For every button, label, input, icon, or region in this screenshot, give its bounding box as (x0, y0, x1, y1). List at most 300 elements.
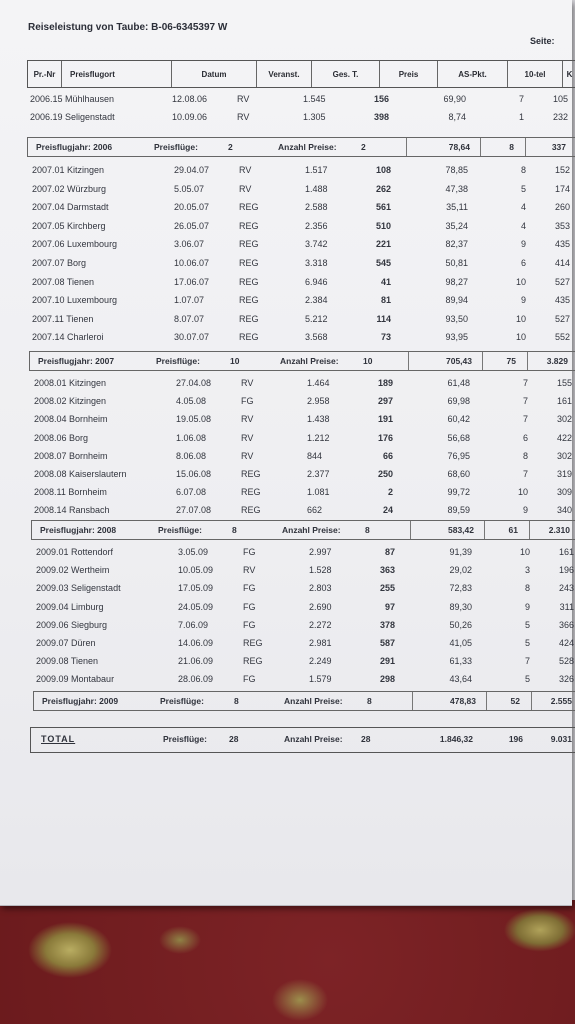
cell-ges: 3.568 (305, 332, 328, 343)
cell-date: 27.07.08 (176, 505, 212, 516)
cell-k: 152 (554, 165, 570, 175)
cell-preis: 221 (375, 239, 391, 250)
summary-divider (486, 692, 487, 710)
cell-ver: FG (243, 583, 256, 594)
cell-ver: REG (239, 202, 259, 213)
total-as-pkt-value: 1.846,32 (439, 734, 473, 744)
summary-preisfluege-label: Preisflüge: (160, 696, 204, 706)
cell-zt: 7 (524, 656, 530, 667)
table-row (4, 378, 572, 396)
column-header-ges-t: Ges. T. (312, 61, 380, 87)
cell-nr: 2007.01 Kitzingen (32, 165, 105, 175)
cell-preis: 250 (377, 469, 393, 479)
cell-nr: 2007.08 Tienen (32, 276, 95, 287)
cell-zt: 7 (522, 414, 528, 425)
cell-k: 155 (556, 378, 572, 388)
cell-as: 8,74 (448, 112, 466, 122)
cell-date: 1.07.07 (174, 295, 205, 306)
cell-nr: 2008.07 Bornheim (34, 450, 108, 461)
column-header-k: K (566, 69, 573, 79)
cell-as: 35,24 (445, 220, 468, 231)
cell-ver: RV (241, 432, 254, 443)
cell-zt: 7 (522, 469, 528, 479)
table-row (2, 165, 570, 183)
table-row (2, 276, 570, 295)
cell-date: 27.04.08 (176, 378, 212, 388)
cell-ver: REG (239, 332, 259, 343)
cell-preis: 73 (380, 332, 391, 343)
cell-ver: RV (243, 565, 256, 576)
cell-preis: 587 (379, 638, 395, 648)
year-summary-row (27, 137, 575, 157)
cell-date: 24.05.09 (178, 601, 214, 612)
cell-nr: 2007.02 Würzburg (32, 183, 107, 194)
cell-preis: 191 (377, 414, 393, 425)
cell-k: 326 (558, 674, 574, 685)
cell-ges: 1.212 (307, 432, 330, 443)
cell-nr: 2008.14 Ransbach (34, 505, 110, 516)
total-label: TOTAL (41, 734, 76, 744)
column-header-preisflugort: Preisflugort (62, 61, 172, 87)
summary-year-label: Preisflugjahr: 2006 (36, 142, 113, 152)
cell-date: 29.04.07 (174, 165, 210, 175)
year-summary-row (33, 691, 575, 711)
cell-ges: 6.946 (305, 276, 328, 287)
cell-ver: REG (239, 295, 259, 306)
cell-as: 99,72 (447, 487, 470, 498)
cell-nr: 2007.06 Luxembourg (32, 239, 118, 250)
cell-nr: 2006.15 Mühlhausen (30, 94, 115, 104)
cell-k: 319 (556, 469, 572, 479)
summary-anzahl-preise-label: Anzahl Preise: (278, 142, 337, 152)
cell-k: 302 (556, 450, 572, 461)
table-row (4, 414, 572, 432)
cell-ver: RV (237, 112, 250, 122)
cell-nr: 2009.06 Siegburg (36, 619, 108, 630)
cell-ges: 5.212 (305, 313, 328, 324)
summary-divider (525, 138, 526, 156)
cell-as: 72,83 (449, 583, 472, 594)
table-row (6, 619, 574, 638)
cell-preis: 41 (380, 276, 391, 287)
summary-as-pkt-value: 705,43 (446, 356, 472, 366)
cell-preis: 398 (373, 112, 389, 122)
cell-ges: 2.803 (309, 583, 332, 594)
cell-ges: 2.384 (305, 295, 328, 306)
cell-k: 528 (558, 656, 574, 667)
cell-as: 89,59 (447, 505, 470, 516)
cell-as: 56,68 (447, 432, 470, 443)
cell-k: 161 (556, 396, 572, 407)
cell-zt: 8 (524, 583, 530, 594)
summary-preisfluege-value: 2 (228, 142, 233, 152)
cell-ver: FG (243, 674, 256, 685)
cell-ges: 3.318 (305, 258, 328, 268)
total-preisfluege-value: 28 (229, 734, 239, 744)
page-number-label: Seite: (530, 36, 555, 46)
total-preisfluege-label: Preisflüge: (163, 734, 207, 744)
cell-date: 21.06.09 (178, 656, 214, 667)
cell-as: 82,37 (445, 239, 468, 250)
table-row (2, 258, 570, 276)
cell-as: 61,33 (449, 656, 472, 667)
cell-ges: 1.517 (305, 165, 328, 175)
cell-zt: 4 (520, 220, 526, 231)
cell-preis: 255 (379, 583, 395, 594)
cell-date: 6.07.08 (176, 487, 207, 498)
total-row (30, 727, 575, 753)
cell-nr: 2007.14 Charleroi (32, 332, 104, 343)
cell-ver: FG (243, 601, 256, 612)
cell-ges: 662 (307, 505, 323, 516)
cell-zt: 10 (517, 487, 528, 498)
cell-preis: 378 (379, 619, 395, 630)
summary-divider (408, 352, 409, 370)
summary-divider (412, 692, 413, 710)
cell-k: 302 (556, 414, 572, 425)
cell-k: 353 (554, 220, 570, 231)
cell-ges: 2.588 (305, 202, 328, 213)
cell-nr: 2007.10 Luxembourg (32, 295, 118, 306)
summary-k-value: 3.829 (546, 356, 568, 366)
table-row (6, 547, 574, 565)
cell-preis: 298 (379, 674, 395, 685)
cell-preis: 156 (373, 94, 389, 104)
cell-preis: 561 (375, 202, 391, 213)
cell-date: 4.05.08 (176, 396, 207, 407)
cell-zt: 8 (522, 450, 528, 461)
cell-ver: FG (243, 619, 256, 630)
cell-nr: 2007.07 Borg (32, 258, 87, 268)
summary-anzahl-preise-label: Anzahl Preise: (280, 356, 339, 366)
cell-preis: 545 (375, 258, 391, 268)
cell-ver: FG (241, 396, 254, 407)
cell-preis: 297 (377, 396, 393, 407)
table-row (0, 94, 568, 112)
table-row (4, 432, 572, 451)
table-row (2, 202, 570, 220)
summary-k-value: 2.310 (548, 525, 570, 535)
cell-zt: 7 (518, 94, 524, 104)
summary-anzahl-preise-value: 8 (365, 525, 370, 535)
table-row (6, 601, 574, 620)
cell-date: 14.06.09 (178, 638, 214, 648)
cell-preis: 189 (377, 378, 393, 388)
cell-nr: 2007.04 Darmstadt (32, 202, 109, 213)
cell-k: 527 (554, 313, 570, 324)
table-header (27, 60, 575, 88)
cell-date: 8.06.08 (176, 450, 207, 461)
cell-ver: RV (239, 183, 252, 194)
table-row (6, 565, 574, 583)
summary-divider (480, 138, 481, 156)
cell-ver: REG (241, 487, 261, 498)
cell-k: 527 (554, 276, 570, 287)
summary-anzahl-preise-value: 2 (361, 142, 366, 152)
cell-zt: 10 (515, 276, 526, 287)
cell-date: 20.05.07 (174, 202, 210, 213)
cell-ver: REG (241, 505, 261, 516)
table-row (6, 656, 574, 674)
summary-preisfluege-label: Preisflüge: (158, 525, 202, 535)
cell-k: 340 (556, 505, 572, 516)
summary-divider (410, 521, 411, 539)
cell-ver: RV (237, 94, 250, 104)
summary-zehntel-value: 75 (506, 356, 516, 366)
cell-date: 15.06.08 (176, 469, 212, 479)
cell-k: 232 (552, 112, 568, 122)
summary-k-value: 2.555 (550, 696, 572, 706)
table-row (0, 112, 568, 130)
cell-as: 50,81 (445, 258, 468, 268)
cell-nr: 2009.01 Rottendorf (36, 547, 114, 557)
summary-divider (406, 138, 407, 156)
cell-k: 424 (558, 638, 574, 648)
year-summary-row (31, 520, 575, 540)
cell-preis: 24 (382, 505, 393, 516)
cell-as: 89,94 (445, 295, 468, 306)
table-row (4, 450, 572, 469)
cell-nr: 2008.06 Borg (34, 432, 89, 443)
cell-ver: FG (243, 547, 256, 557)
cell-nr: 2008.02 Kitzingen (34, 396, 107, 407)
table-row (2, 239, 570, 257)
summary-anzahl-preise-value: 8 (367, 696, 372, 706)
summary-anzahl-preise-label: Anzahl Preise: (282, 525, 341, 535)
cell-zt: 3 (524, 565, 530, 576)
summary-divider (527, 352, 528, 370)
cell-ges: 2.272 (309, 619, 332, 630)
cell-nr: 2007.11 Tienen (32, 313, 94, 324)
cell-zt: 7 (522, 378, 528, 388)
cell-zt: 5 (520, 183, 526, 194)
cell-preis: 2 (387, 487, 393, 498)
cell-zt: 5 (524, 674, 530, 685)
cell-ges: 2.997 (309, 547, 332, 557)
cell-preis: 291 (379, 656, 395, 667)
column-header-datum: Datum (172, 61, 257, 87)
cell-k: 422 (556, 432, 572, 443)
table-row (2, 183, 570, 202)
cell-zt: 1 (518, 112, 524, 122)
cell-preis: 262 (375, 183, 391, 194)
summary-preisfluege-value: 10 (230, 356, 240, 366)
cell-nr: 2009.08 Tienen (36, 656, 99, 667)
cell-as: 69,90 (443, 94, 466, 104)
cell-k: 366 (558, 619, 574, 630)
summary-preisfluege-value: 8 (232, 525, 237, 535)
cell-ver: RV (241, 450, 254, 461)
cell-as: 78,85 (445, 165, 468, 175)
year-summary-row (29, 351, 575, 371)
cell-ges: 1.464 (307, 378, 330, 388)
total-anzahl-preise-label: Anzahl Preise: (284, 734, 343, 744)
cell-as: 69,98 (447, 396, 470, 407)
cell-preis: 66 (382, 450, 393, 461)
summary-anzahl-preise-label: Anzahl Preise: (284, 696, 343, 706)
cell-date: 1.06.08 (176, 432, 207, 443)
cell-ver: REG (243, 656, 263, 667)
cell-nr: 2008.11 Bornheim (34, 487, 107, 498)
cell-ges: 2.377 (307, 469, 330, 479)
cell-date: 3.06.07 (174, 239, 205, 250)
cell-k: 243 (558, 583, 574, 594)
cell-as: 35,11 (446, 202, 468, 213)
cell-as: 60,42 (447, 414, 470, 425)
cell-k: 435 (554, 239, 570, 250)
document-title: Reiseleistung von Taube: B-06-6345397 W (28, 22, 228, 33)
table-row (2, 332, 570, 350)
cell-ver: REG (239, 220, 259, 231)
cell-k: 174 (554, 183, 570, 194)
cell-k: 552 (554, 332, 570, 343)
cell-nr: 2009.02 Wertheim (36, 565, 110, 576)
cell-nr: 2008.08 Kaiserslautern (34, 469, 127, 479)
cell-zt: 9 (520, 239, 526, 250)
cell-as: 29,02 (449, 565, 472, 576)
cell-ges: 1.545 (303, 94, 326, 104)
table-row (2, 295, 570, 313)
cell-zt: 6 (522, 432, 528, 443)
cell-nr: 2008.04 Bornheim (34, 414, 108, 425)
cell-k: 196 (558, 565, 574, 576)
cell-ges: 1.488 (305, 183, 328, 194)
summary-divider (482, 352, 483, 370)
cell-as: 50,26 (449, 619, 472, 630)
cell-date: 10.09.06 (172, 112, 208, 122)
cell-zt: 9 (520, 295, 526, 306)
summary-year-label: Preisflugjahr: 2009 (42, 696, 119, 706)
column-header-as-pkt: AS-Pkt. (438, 61, 508, 87)
cell-zt: 5 (524, 638, 530, 648)
cell-date: 8.07.07 (174, 313, 205, 324)
cell-ver: RV (239, 165, 252, 175)
cell-date: 17.05.09 (178, 583, 214, 594)
summary-zehntel-value: 8 (509, 142, 514, 152)
summary-as-pkt-value: 583,42 (448, 525, 474, 535)
cell-ges: 2.249 (309, 656, 332, 667)
cell-as: 93,95 (445, 332, 468, 343)
cell-zt: 10 (515, 313, 526, 324)
summary-as-pkt-value: 478,83 (450, 696, 476, 706)
summary-divider (529, 521, 530, 539)
cell-ges: 1.305 (303, 112, 326, 122)
summary-anzahl-preise-value: 10 (363, 356, 373, 366)
table-row (6, 583, 574, 601)
cell-date: 26.05.07 (174, 220, 210, 231)
cell-zt: 4 (520, 202, 526, 213)
cell-date: 3.05.09 (178, 547, 209, 557)
column-header-preis: Preis (380, 61, 438, 87)
table-row (2, 220, 570, 239)
table-row (4, 487, 572, 505)
cell-k: 161 (558, 547, 574, 557)
cell-nr: 2009.09 Montabaur (36, 674, 115, 685)
column-header-prnr: Pr.-Nr (28, 61, 62, 87)
cell-date: 17.06.07 (174, 276, 210, 287)
cell-zt: 5 (524, 619, 530, 630)
cell-ges: 1.579 (309, 674, 332, 685)
cell-date: 19.05.08 (176, 414, 212, 425)
cell-ges: 1.438 (307, 414, 330, 425)
cell-k: 309 (556, 487, 572, 498)
table-row (6, 674, 574, 692)
cell-k: 311 (559, 601, 574, 612)
summary-k-value: 337 (551, 142, 566, 152)
cell-zt: 8 (520, 165, 526, 175)
summary-divider (531, 692, 532, 710)
column-header-zehntel: 10-tel (508, 61, 563, 87)
cell-ver: REG (241, 469, 261, 479)
cell-date: 10.05.09 (178, 565, 214, 576)
cell-date: 12.08.06 (172, 94, 208, 104)
cell-preis: 97 (384, 601, 395, 612)
cell-zt: 6 (520, 258, 526, 268)
cell-as: 91,39 (449, 547, 472, 557)
cell-zt: 10 (519, 547, 530, 557)
cell-ges: 2.981 (309, 638, 332, 648)
cell-date: 28.06.09 (178, 674, 214, 685)
cell-nr: 2009.07 Düren (36, 638, 96, 648)
cell-zt: 10 (515, 332, 526, 343)
cell-k: 414 (554, 258, 570, 268)
cell-ges: 2.690 (309, 601, 332, 612)
cell-nr: 2008.01 Kitzingen (34, 378, 107, 388)
cell-ver: REG (239, 239, 259, 250)
cell-ges: 844 (307, 450, 323, 461)
total-anzahl-preise-value: 28 (361, 734, 371, 744)
cell-as: 89,30 (449, 601, 472, 612)
table-row (4, 396, 572, 414)
cell-as: 76,95 (447, 450, 470, 461)
cell-preis: 363 (379, 565, 395, 576)
cell-zt: 9 (522, 505, 528, 516)
cell-as: 98,27 (445, 276, 468, 287)
cell-preis: 510 (375, 220, 391, 231)
cell-as: 43,64 (449, 674, 472, 685)
cell-preis: 108 (375, 165, 391, 175)
cell-date: 5.05.07 (174, 183, 205, 194)
cell-as: 93,50 (445, 313, 468, 324)
cell-ver: RV (241, 414, 254, 425)
summary-year-label: Preisflugjahr: 2008 (40, 525, 117, 535)
total-k-value: 9.031 (550, 734, 572, 744)
total-zehntel-value: 196 (508, 734, 523, 744)
cell-preis: 81 (380, 295, 391, 306)
cell-preis: 87 (384, 547, 395, 557)
table-row (4, 469, 572, 487)
cell-nr: 2007.05 Kirchberg (32, 220, 106, 231)
cell-preis: 114 (376, 313, 391, 324)
cell-ges: 2.958 (307, 396, 330, 407)
cell-ver: REG (239, 313, 259, 324)
summary-preisfluege-label: Preisflüge: (154, 142, 198, 152)
cell-ges: 2.356 (305, 220, 328, 231)
cell-nr: 2009.04 Limburg (36, 601, 104, 612)
summary-year-label: Preisflugjahr: 2007 (38, 356, 115, 366)
summary-zehntel-value: 52 (510, 696, 520, 706)
cell-nr: 2009.03 Seligenstadt (36, 583, 121, 594)
cell-ges: 1.081 (307, 487, 330, 498)
cell-ges: 3.742 (305, 239, 328, 250)
cell-zt: 9 (524, 601, 530, 612)
table-row (6, 638, 574, 656)
column-header-veranst: Veranst. (257, 61, 312, 87)
cell-as: 47,38 (445, 183, 468, 194)
cell-as: 68,60 (447, 469, 470, 479)
cell-k: 260 (554, 202, 570, 213)
cell-date: 10.06.07 (174, 258, 210, 268)
